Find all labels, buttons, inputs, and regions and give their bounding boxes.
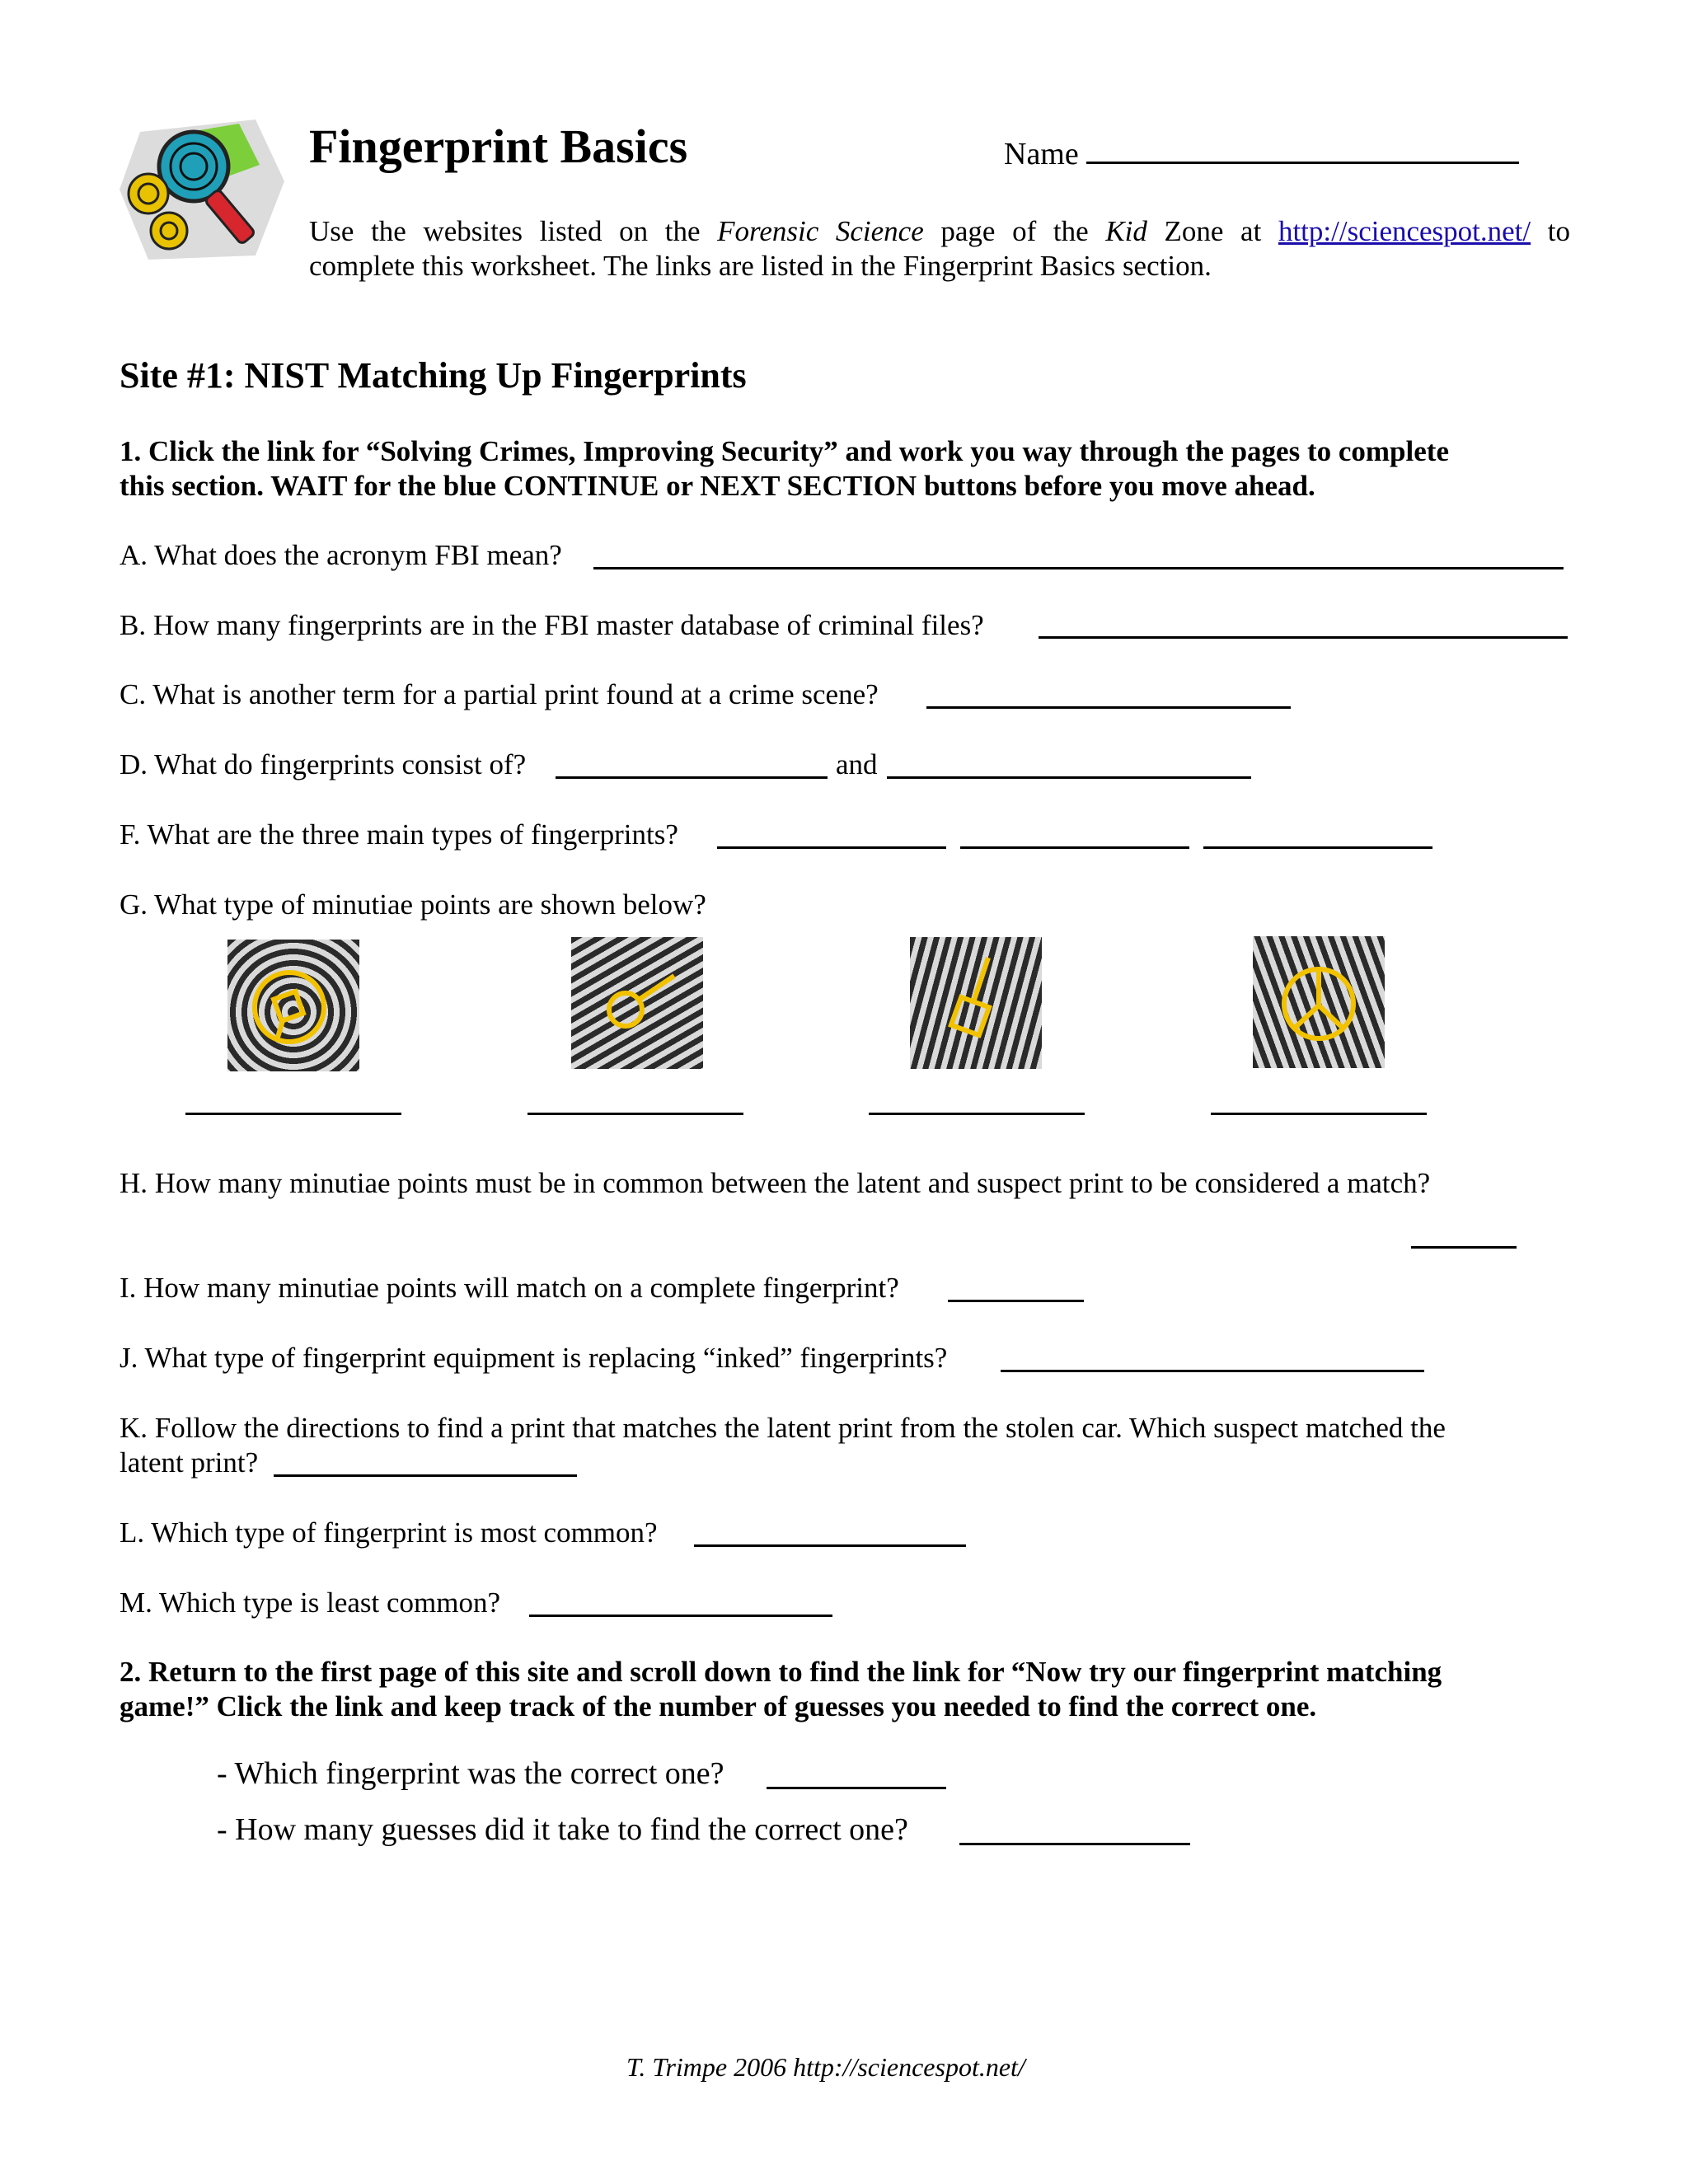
name-label: Name xyxy=(1004,137,1079,171)
sub-answer-2-blank[interactable] xyxy=(959,1843,1190,1845)
answer-g4-blank[interactable] xyxy=(1211,1113,1427,1115)
answer-d2-blank[interactable] xyxy=(887,776,1251,779)
page-title: Fingerprint Basics xyxy=(309,120,688,173)
answer-l-blank[interactable] xyxy=(694,1544,966,1547)
instruction-1-line-2: this section. WAIT for the blue CONTINUE or NEXT SECTION buttons before you move ahead. xyxy=(120,470,1315,502)
footer-credit: T. Trimpe 2006 http://sciencespot.net/ xyxy=(626,2052,1025,2082)
answer-b-blank[interactable] xyxy=(1039,636,1568,639)
sub-answer-1-blank[interactable] xyxy=(767,1787,946,1789)
question-j: J. What type of fingerprint equipment is replacing “inked” fingerprints? xyxy=(120,1342,948,1374)
name-field[interactable] xyxy=(1004,137,1519,171)
answer-f2-blank[interactable] xyxy=(960,846,1189,849)
answer-j-blank[interactable] xyxy=(1001,1370,1424,1372)
question-f: F. What are the three main types of fingerprints? xyxy=(120,818,678,851)
sub-question-1: - Which fingerprint was the correct one? xyxy=(217,1756,724,1791)
question-k-line-1: K. Follow the directions to find a print that matches the latent print from the stolen car. Which suspect matched the xyxy=(120,1412,1446,1444)
minutiae-image-2 xyxy=(571,937,703,1069)
answer-c-blank[interactable] xyxy=(926,706,1291,709)
instruction-2-line-1: 2. Return to the first page of this site and scroll down to find the link for “Now try our fingerprint matching xyxy=(120,1656,1442,1688)
question-i: I. How many minutiae points will match on a complete fingerprint? xyxy=(120,1272,899,1304)
magnifying-glass-fingerprint-icon xyxy=(115,115,288,264)
answer-k-blank[interactable] xyxy=(274,1474,577,1477)
answer-d1-blank[interactable] xyxy=(556,776,828,779)
answer-g2-blank[interactable] xyxy=(528,1113,743,1115)
answer-h-blank[interactable] xyxy=(1411,1246,1517,1249)
answer-m-blank[interactable] xyxy=(529,1615,832,1617)
answer-f1-blank[interactable] xyxy=(717,846,946,849)
intro-line-1: Use the websites listed on the Forensic Science page of the Kid Zone at http://sciencespot.net/ to xyxy=(309,215,1571,247)
answer-i-blank[interactable] xyxy=(948,1300,1084,1302)
answer-a-blank[interactable] xyxy=(593,567,1564,569)
answer-g3-blank[interactable] xyxy=(869,1113,1085,1115)
question-l: L. Which type of fingerprint is most common? xyxy=(120,1516,658,1549)
answer-f3-blank[interactable] xyxy=(1203,846,1432,849)
question-c: C. What is another term for a partial print found at a crime scene? xyxy=(120,678,879,710)
sciencespot-link[interactable]: http://sciencespot.net/ xyxy=(1278,215,1531,247)
question-k-line-2: latent print? xyxy=(120,1446,259,1479)
minutiae-image-4 xyxy=(1253,936,1385,1068)
question-h: H. How many minutiae points must be in common between the latent and suspect print to be considered a match? xyxy=(120,1167,1431,1199)
question-b: B. How many fingerprints are in the FBI master database of criminal files? xyxy=(120,609,984,641)
instruction-1-line-1: 1. Click the link for “Solving Crimes, Improving Security” and work you way through the pages to complete xyxy=(120,435,1449,467)
question-g: G. What type of minutiae points are shown below? xyxy=(120,888,706,921)
sub-question-2: - How many guesses did it take to find the correct one? xyxy=(217,1812,908,1847)
instruction-2-line-2: game!” Click the link and keep track of the number of guesses you needed to find the correct one. xyxy=(120,1690,1317,1722)
question-d: D. What do fingerprints consist of? xyxy=(120,748,527,780)
question-m: M. Which type is least common? xyxy=(120,1586,501,1619)
intro-line-2: complete this worksheet. The links are listed in the Fingerprint Basics section. xyxy=(309,250,1212,282)
minutiae-image-1 xyxy=(227,940,359,1071)
question-a: A. What does the acronym FBI mean? xyxy=(120,539,562,571)
name-blank[interactable] xyxy=(1086,161,1519,164)
question-d-and: and xyxy=(836,748,878,780)
site1-heading: Site #1: NIST Matching Up Fingerprints xyxy=(120,355,747,396)
minutiae-image-3 xyxy=(910,937,1042,1069)
answer-g1-blank[interactable] xyxy=(185,1113,401,1115)
